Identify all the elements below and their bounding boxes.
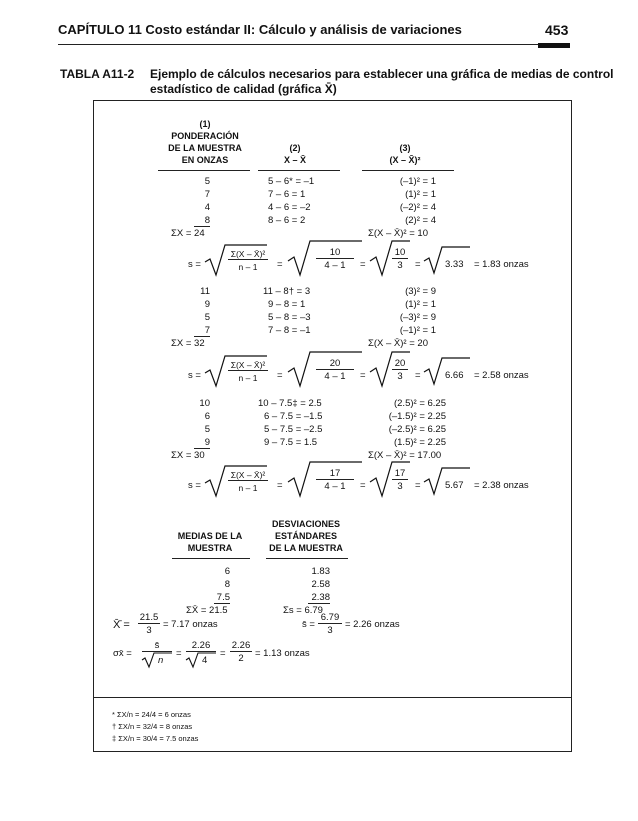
sum-squares: Σ(X – X̄)² = 20 [368,338,428,349]
formula-num: Σ(X – X̄)² [228,470,268,481]
sqrt-sign [370,461,410,499]
square: (–1.5)² = 2.25 [388,411,446,422]
frac-num: 10 [392,247,408,259]
diff: 7 – 8 = –1 [268,325,311,336]
num: 20 [316,358,354,370]
num: 10 [316,247,354,259]
sigma-lhs: σx̄ = [113,648,132,659]
page-number: 453 [545,22,569,38]
col2-header: (2) X – X̄ [283,143,306,165]
footnote-divider [93,697,571,698]
den: 4 – 1 [324,371,346,382]
s-result: = 1.83 onzas [474,259,529,270]
diff: 6 – 7.5 = –1.5 [264,411,323,422]
sigma-num2: 2.26 [186,640,216,652]
col1-rule [158,170,250,171]
sample-dev: 2.38 [308,592,330,604]
num: 17 [316,468,354,480]
diff: 8 – 6 = 2 [268,215,306,226]
weight: 11 [200,286,210,297]
footnote: † ΣX/n = 32/4 = 8 onzas [112,722,193,731]
formula-num: Σ(X – X̄)² [228,360,268,371]
weight: 6 [204,411,210,422]
square: (–1)² = 1 [399,176,436,187]
sample-mean: 7.5 [214,592,230,604]
square: (–2)² = 4 [399,202,436,213]
devs-header: DESVIACIONES ESTÁNDARES DE LA MUESTRA [269,519,343,553]
square: (1)² = 1 [405,299,436,310]
equals: = [220,648,226,659]
footnote: * ΣX/n = 24/4 = 6 onzas [112,710,191,719]
square: (–3)² = 9 [399,312,436,323]
weight: 7 [204,189,210,200]
root-val: 6.66 [445,370,464,381]
den: 4 – 1 [324,260,346,271]
s-symbol: s = [188,370,201,381]
equals: = [176,648,182,659]
xbarbar-den: 3 [146,625,152,636]
sqrt-sign [142,652,172,668]
col2-rule [258,170,340,171]
col3-header: (3) (X – X̄)² [389,143,421,165]
formula-num: Σ(X – X̄)² [228,249,268,260]
sbar-num: 6.79 [318,612,342,624]
equals: = [360,480,366,491]
s-symbol: s = [188,480,201,491]
frac-den: 3 [397,481,403,492]
table-caption-line2: estadístico de calidad (gráfica X̄) [150,82,337,96]
frac-num: 17 [392,468,408,480]
diff: 9 – 7.5 = 1.5 [264,437,318,448]
equals: = [415,259,421,270]
weight: 4 [204,202,210,213]
sbar-den: 3 [327,625,333,636]
sbar-result: = 2.26 onzas [345,619,400,630]
weight: 7 [194,325,210,337]
sqrt-sign [288,240,362,278]
equals: = [415,370,421,381]
sample-mean: 8 [224,579,230,590]
sqrt-sign [186,652,216,668]
root-val: 3.33 [445,259,464,270]
square: (–1)² = 1 [399,325,436,336]
diff: 5 – 7.5 = –2.5 [264,424,323,435]
sqrt-sign [288,351,362,389]
weight: 5 [204,424,210,435]
equals: = [415,480,421,491]
sum-x: ΣX = 24 [171,228,205,239]
sigma-den: n [158,655,164,666]
sbar-lhs: s̄ = [302,619,315,630]
header-rule [58,44,570,45]
sum-x: ΣX = 30 [171,450,205,461]
sigma-num3: 2.26 [231,640,251,651]
weight: 9 [194,437,210,449]
diff: 4 – 6 = –2 [268,202,311,213]
den: 4 – 1 [324,481,346,492]
s-result: = 2.58 onzas [474,370,529,381]
chapter-title: CAPÍTULO 11 Costo estándar II: Cálculo y análisis de variaciones [58,22,462,37]
weight: 5 [204,312,210,323]
diff: 5 – 8 = –3 [268,312,311,323]
frac-num: 20 [392,358,408,370]
diff: 11 – 8† = 3 [263,286,311,297]
square: (2)² = 4 [405,215,436,226]
devs-sum: Σs = 6.79 [283,605,323,616]
table-label: TABLA A11-2 [60,67,135,81]
weight: 5 [204,176,210,187]
sqrt-sign [370,240,410,278]
sample-dev: 2.58 [311,579,330,590]
formula-den: n – 1 [238,262,258,272]
diff: 5 – 6* = –1 [268,176,315,187]
xbarbar-result: = 7.17 onzas [163,619,218,630]
col1-header: (1) PONDERACIÓN DE LA MUESTRA EN ONZAS [168,119,242,165]
equals: = [360,259,366,270]
footnote: ‡ ΣX/n = 30/4 = 7.5 onzas [112,734,199,743]
sample-mean: 6 [224,566,230,577]
square: (–2.5)² = 6.25 [388,424,446,435]
equals: = [360,370,366,381]
sqrt-sign [288,461,362,499]
frac-den: 3 [397,260,403,271]
root-val: 5.67 [445,480,464,491]
equals: = [277,480,283,491]
equals: = [277,259,283,270]
square: (1.5)² = 2.25 [393,437,446,448]
devs-rule [266,558,348,559]
diff: 9 – 8 = 1 [268,299,306,310]
sigma-num: s̄ [142,640,172,652]
sigma-den2: 4 [202,655,208,666]
sigma-result: = 1.13 onzas [255,648,310,659]
weight: 9 [204,299,210,310]
formula-den: n – 1 [238,373,258,383]
s-result: = 2.38 onzas [474,480,529,491]
col3-rule [362,170,454,171]
square: (2.5)² = 6.25 [393,398,446,409]
square: (3)² = 9 [405,286,436,297]
weight: 10 [199,398,210,409]
s-symbol: s = [188,259,201,270]
sum-x: ΣX = 32 [171,338,205,349]
diff: 10 – 7.5‡ = 2.5 [258,398,322,409]
means-header: MEDIAS DE LA MUESTRA [177,531,243,553]
formula-den: n – 1 [238,483,258,493]
xbarbar-lhs: X̄̄ = [113,619,130,631]
weight: 8 [194,215,210,227]
sum-squares: Σ(X – X̄)² = 10 [368,228,428,239]
xbarbar-num: 21.5 [139,612,159,623]
header-tab-mark [538,43,570,48]
square: (1)² = 1 [405,189,436,200]
means-rule [172,558,250,559]
sum-squares: Σ(X – X̄)² = 17.00 [368,450,442,461]
sigma-den3: 2 [238,653,244,664]
frac-den: 3 [397,371,403,382]
equals: = [277,370,283,381]
means-sum: ΣX̄ = 21.5 [186,605,228,616]
table-caption-line1: Ejemplo de cálculos necesarios para establecer una gráfica de medias de control [150,67,614,81]
sqrt-sign [370,351,410,389]
sample-dev: 1.83 [311,566,330,577]
diff: 7 – 6 = 1 [268,189,306,200]
